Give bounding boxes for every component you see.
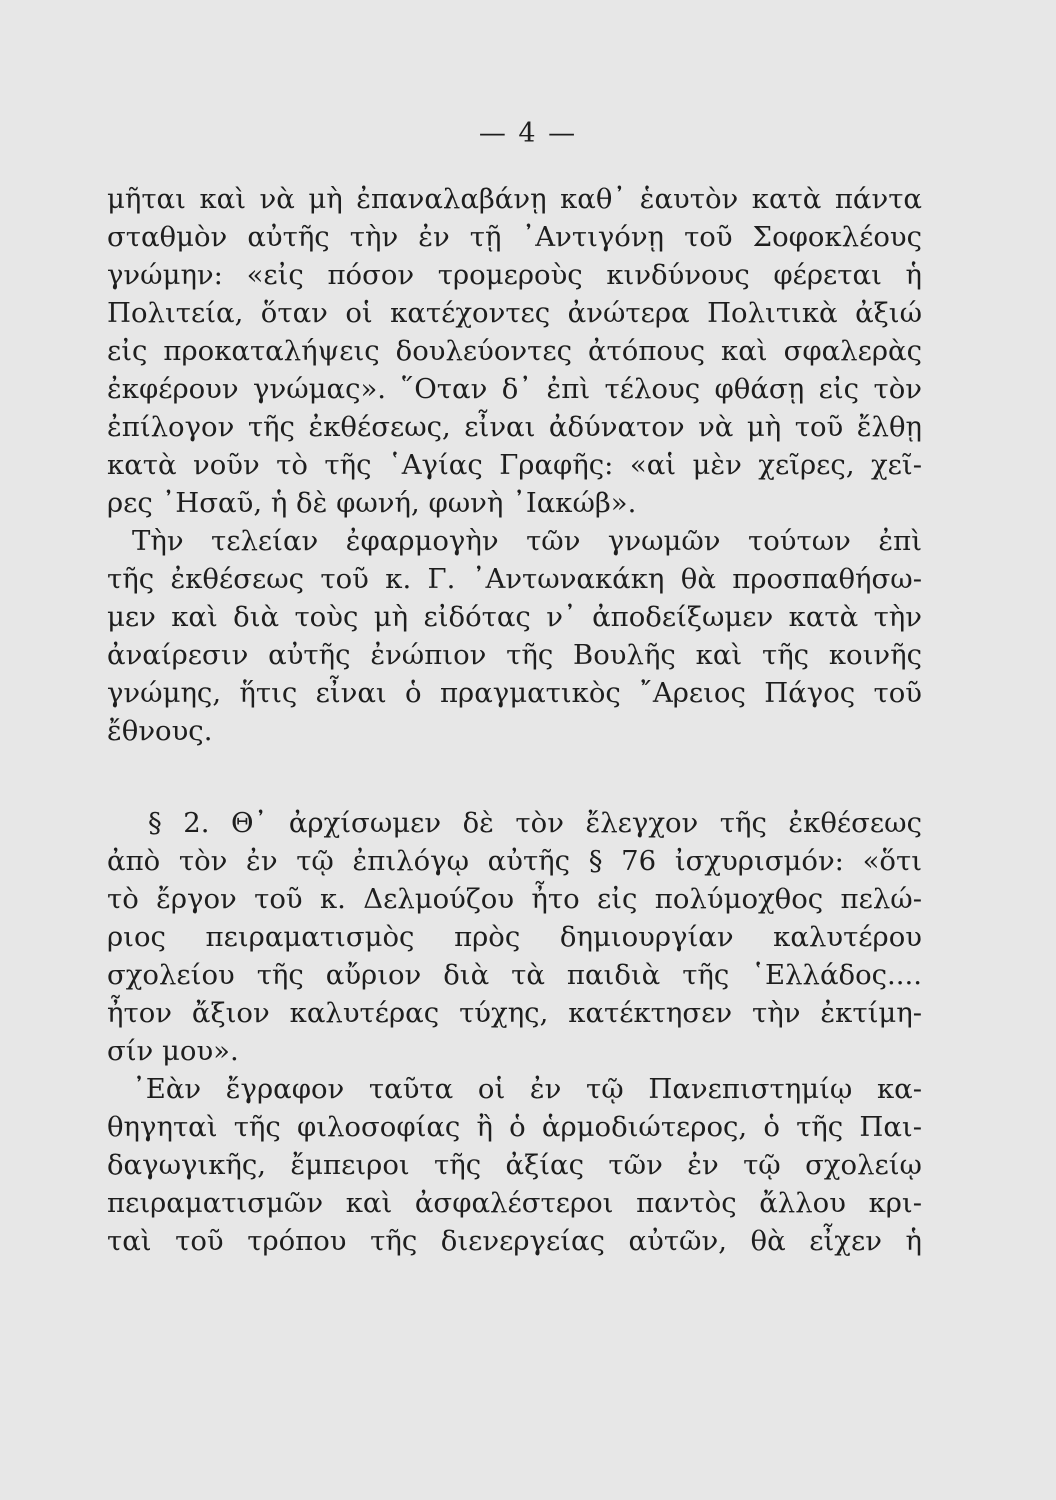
text-line: μεν καὶ διὰ τοὺς μὴ εἰδότας ν᾽ ἀποδείξωμεν κατὰ τὴν <box>107 601 922 633</box>
text-line: γνώμης, ἥτις εἶναι ὁ πραγματικὸς ῎Αρειος Πάγος τοῦ <box>107 677 922 709</box>
text-line: πειραματισμῶν καὶ ἀσφαλέστεροι παντὸς ἄλλου κρι- <box>107 1187 922 1219</box>
text-line: θηγηταὶ τῆς φιλοσοφίας ἢ ὁ ἁρμοδιώτερος, ὁ τῆς Παι- <box>107 1111 922 1143</box>
text-line: ἐπίλογον τῆς ἐκθέσεως, εἶναι ἀδύνατον νὰ μὴ τοῦ ἔλθῃ <box>107 411 922 443</box>
section-heading-line: § 2. Θ᾽ ἀρχίσωμεν δὲ τὸν ἔλεγχον τῆς ἐκθέσεως <box>148 807 922 839</box>
text-line: σταθμὸν αὐτῆς τὴν ἐν τῇ ᾿Αντιγόνῃ τοῦ Σοφοκλέους <box>107 221 922 253</box>
text-line: ἐκφέρουν γνώμας». ῞Οταν δ᾽ ἐπὶ τέλους φθάσῃ εἰς τὸν <box>107 373 922 405</box>
text-line: μῆται καὶ νὰ μὴ ἐπαναλαβάνῃ καθ᾽ ἑαυτὸν κατὰ πάντα <box>107 183 922 215</box>
page-number: — 4 — <box>478 118 578 149</box>
text-line: ᾿Εὰν ἔγραφον ταῦτα οἱ ἐν τῷ Πανεπιστημίῳ κα- <box>132 1073 922 1105</box>
text-line: σίν μου». <box>107 1035 239 1067</box>
text-line: τὸ ἔργον τοῦ κ. Δελμούζου ἦτο εἰς πολύμοχθος πελώ- <box>107 883 922 915</box>
text-line: εἰς προκαταλήψεις δουλεύοντες ἀτόπους καὶ σφαλερὰς <box>107 335 922 367</box>
text-line: τῆς ἐκθέσεως τοῦ κ. Γ. ᾿Αντωνακάκη θὰ προσπαθήσω- <box>107 563 922 595</box>
text-line: Πολιτεία, ὅταν οἱ κατέχοντες ἀνώτερα Πολιτικὰ ἀξιώ <box>107 297 922 329</box>
text-line: σχολείου τῆς αὔριον διὰ τὰ παιδιὰ τῆς ῾Ελλάδος.... <box>107 959 922 991</box>
text-line: Τὴν τελείαν ἐφαρμογὴν τῶν γνωμῶν τούτων ἐπὶ <box>132 525 922 557</box>
text-line: ταὶ τοῦ τρόπου τῆς διενεργείας αὐτῶν, θὰ εἶχεν ἡ <box>107 1225 922 1257</box>
text-line: ριος πειραματισμὸς πρὸς δημιουργίαν καλυτέρου <box>107 921 922 953</box>
text-line: δαγωγικῆς, ἔμπειροι τῆς ἀξίας τῶν ἐν τῷ σχολείῳ <box>107 1149 922 1181</box>
text-line: γνώμην: «εἰς πόσον τρομεροὺς κινδύνους φέρεται ἡ <box>107 259 922 291</box>
text-line: κατὰ νοῦν τὸ τῆς ῾Αγίας Γραφῆς: «αἱ μὲν χεῖρες, χεῖ- <box>107 449 922 481</box>
text-line: ἔθνους. <box>107 715 213 747</box>
text-line: ρες ᾿Ησαῦ, ἡ δὲ φωνή, φωνὴ ᾿Ιακώβ». <box>107 487 637 519</box>
text-line: ἦτον ἄξιον καλυτέρας τύχης, κατέκτησεν τὴν ἐκτίμη- <box>107 997 922 1029</box>
text-line: ἀπὸ τὸν ἐν τῷ ἐπιλόγῳ αὐτῆς § 76 ἰσχυρισμόν: «ὅτι <box>107 845 922 877</box>
text-line: ἀναίρεσιν αὐτῆς ἐνώπιον τῆς Βουλῆς καὶ τῆς κοινῆς <box>107 639 922 671</box>
